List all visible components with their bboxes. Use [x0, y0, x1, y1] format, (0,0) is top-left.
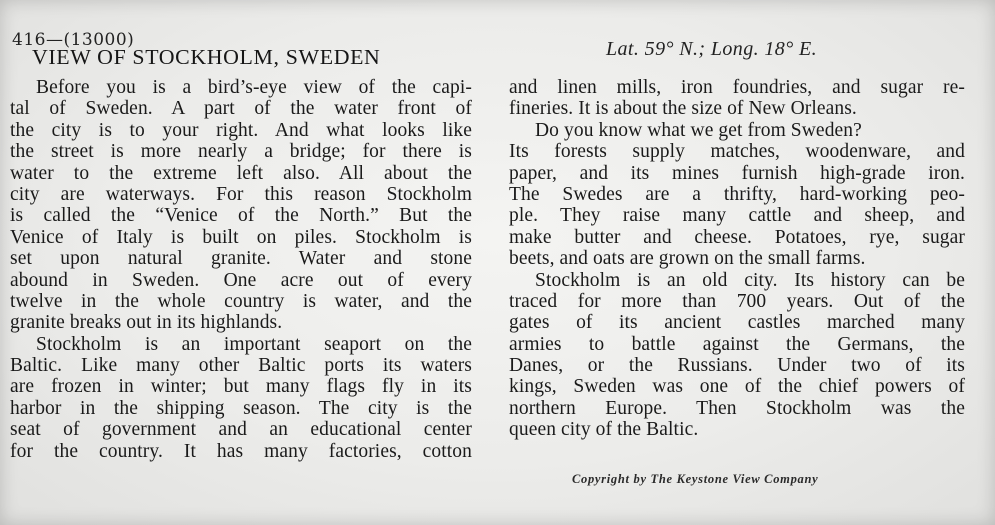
text-line: Baltic. Like many other Baltic ports its waters — [10, 355, 472, 377]
text-line: northern Europe. Then Stockholm was the — [509, 397, 965, 419]
text-line: paper, and its mines furnish high-grade iron. — [509, 162, 965, 184]
text-line: tal of Sweden. A part of the water front of — [10, 98, 472, 120]
text-line: the street is more nearly a bridge; for there is — [10, 141, 472, 163]
text-line: for the country. It has many factories, cotton — [10, 440, 472, 462]
text-line: Venice of Italy is built on piles. Stockholm is — [10, 226, 472, 248]
text-line: armies to battle against the Germans, the — [509, 333, 965, 355]
text-line: Danes, or the Russians. Under two of its — [509, 355, 965, 377]
text-line: make butter and cheese. Potatoes, rye, sugar — [509, 226, 965, 248]
copyright-notice: Copyright by The Keystone View Company — [572, 472, 819, 486]
text-line: water to the extreme left also. All about the — [10, 162, 472, 184]
left-column — [10, 77, 472, 462]
card-title: VIEW OF STOCKHOLM, SWEDEN — [32, 45, 381, 69]
text-line: The Swedes are a thrifty, hard-working peo- — [509, 183, 965, 205]
text-line: kings, Sweden was one of the chief powers of — [509, 376, 965, 398]
card-number: 416—(13000) — [12, 30, 135, 50]
text-line: Stockholm is an old city. Its history can be — [535, 269, 965, 291]
text-line: seat of government and an educational center — [10, 419, 472, 441]
text-line: Stockholm is an important seaport on the — [36, 333, 472, 355]
text-line: fineries. It is about the size of New Orleans. — [509, 98, 857, 120]
text-line: ple. They raise many cattle and sheep, and — [509, 205, 965, 227]
text-line: harbor in the shipping season. The city is the — [10, 397, 472, 419]
text-line: set upon natural granite. Water and stone — [10, 248, 472, 270]
right-column — [509, 77, 965, 441]
text-line: abound in Sweden. One acre out of every — [10, 269, 472, 291]
text-line: traced for more than 700 years. Out of the — [509, 290, 965, 312]
text-line: city are waterways. For this reason Stockholm — [10, 183, 472, 205]
text-line: are frozen in winter; but many flags fly in its — [10, 376, 472, 398]
text-line: queen city of the Baltic. — [509, 419, 699, 441]
text-line: gates of its ancient castles marched many — [509, 312, 965, 334]
text-line: granite breaks out in its highlands. — [10, 312, 283, 334]
text-line: and linen mills, iron foundries, and sugar re- — [509, 77, 965, 98]
text-line: Before you is a bird’s-eye view of the capi- — [36, 77, 472, 98]
text-line: beets, and oats are grown on the small farms. — [509, 248, 866, 270]
text-line: twelve in the whole country is water, and the — [10, 290, 472, 312]
text-line: Its forests supply matches, woodenware, and — [509, 141, 965, 163]
text-line: the city is to your right. And what looks like — [10, 119, 472, 141]
text-line: is called the “Venice of the North.” But the — [10, 205, 472, 227]
text-line: Do you know what we get from Sweden? — [535, 119, 862, 141]
coordinates: Lat. 59° N.; Long. 18° E. — [606, 38, 818, 60]
